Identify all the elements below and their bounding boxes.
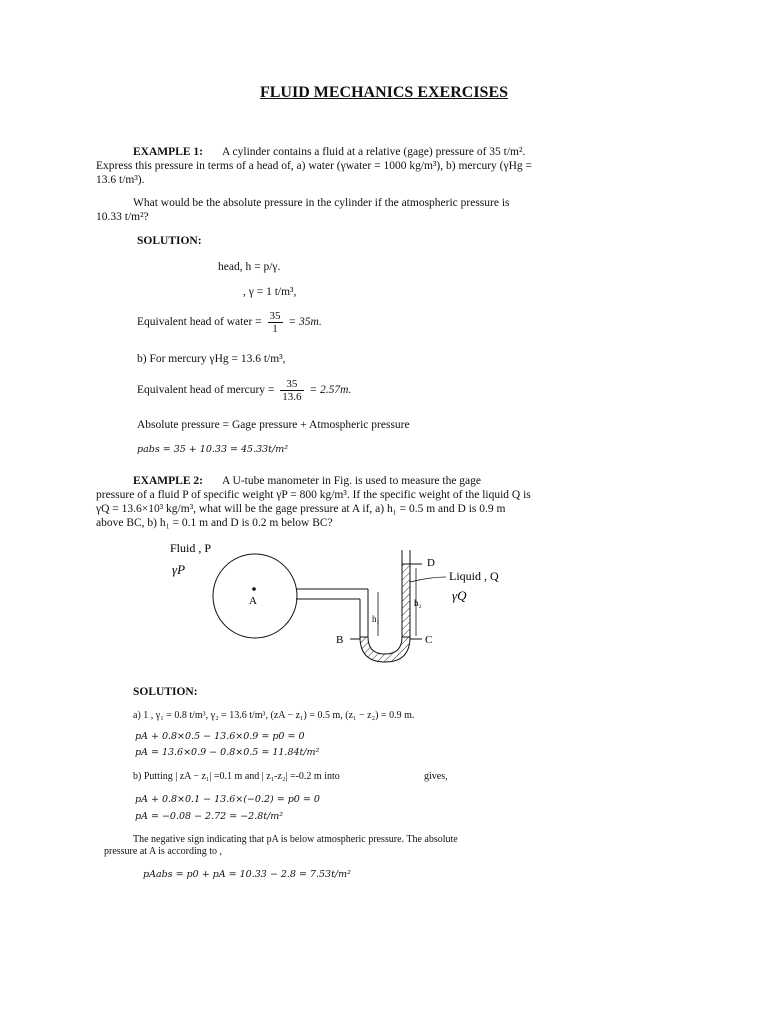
fluid-p-label: Fluid , P bbox=[170, 541, 212, 555]
gamma-q-label: γQ bbox=[452, 588, 467, 603]
head-formula: head, h = p/γ. bbox=[218, 261, 281, 273]
page-title: FLUID MECHANICS EXERCISES bbox=[259, 84, 509, 101]
liquid-q-label: Liquid , Q bbox=[449, 569, 499, 583]
fraction-numerator: 35 bbox=[269, 310, 281, 322]
h1-label: h₁ bbox=[372, 614, 380, 624]
example-1-line-2: Express this pressure in terms of a head of, a) water (γwater = 1000 kg/m³), b) mercury (γHg = bbox=[96, 160, 532, 172]
liquid-q-leader bbox=[410, 577, 446, 582]
example-1-label: EXAMPLE 1: bbox=[133, 146, 203, 158]
solution-2-heading: SOLUTION: bbox=[133, 686, 198, 698]
point-b-label: B bbox=[336, 634, 344, 646]
negative-sign-note-2: pressure at A is according to , bbox=[104, 846, 223, 857]
example-1-question-1: What would be the absolute pressure in the cylinder if the atmospheric pressure is bbox=[133, 197, 510, 209]
solution-2-a-eq-1: pA + 0.8×0.5 − 13.6×0.9 = p0 = 0 bbox=[135, 731, 305, 742]
equivalent-head-water: Equivalent head of water = $\frac{35}{1}$ = 35m. bbox=[137, 310, 322, 335]
point-c-label: C bbox=[425, 634, 433, 646]
absolute-pressure-equation: pabs = 35 + 10.33 = 45.33t/m² bbox=[137, 444, 289, 455]
gamma-water: , γ = 1 t/m³, bbox=[243, 286, 297, 298]
example-2-label: EXAMPLE 2: bbox=[133, 475, 203, 487]
solution-2-a-eq-2: pA = 13.6×0.9 − 0.8×0.5 = 11.84t/m² bbox=[135, 747, 320, 758]
u-bend-liquid bbox=[360, 637, 410, 662]
point-a-dot bbox=[252, 587, 256, 591]
point-a-label: A bbox=[249, 595, 257, 607]
solution-2-part-a: a) 1 , γ₁ = 0.8 t/m³, γ₂ = 13.6 t/m³, (zA − z₁) = 0.5 m, (z₁ − z₂) = 0.9 m. bbox=[133, 710, 415, 721]
example-1-question-2: 10.33 t/m²? bbox=[96, 211, 149, 223]
u-tube-manometer-figure bbox=[160, 532, 540, 682]
h2-label: h₂ bbox=[414, 598, 422, 608]
example-1-line-1: A cylinder contains a fluid at a relative (gage) pressure of 35 t/m². bbox=[222, 146, 526, 158]
right-leg-liquid bbox=[402, 564, 410, 637]
example-2-line-4: above BC, b) h₁ = 0.1 m and D is 0.2 m below BC? bbox=[96, 517, 333, 529]
solution-2-b-eq-2: pA = −0.08 − 2.72 = −2.8t/m² bbox=[135, 811, 284, 822]
fraction-denominator: 1 bbox=[272, 323, 278, 335]
equivalent-head-mercury: Equivalent head of mercury = $\frac{35}{13.6}$ = 2.57m. bbox=[137, 378, 352, 403]
solution-1-heading: SOLUTION: bbox=[137, 235, 202, 247]
example-2-line-3: γQ = 13.6×10³ kg/m³, what will be the gage pressure at A if, a) h₁ = 0.5 m and D is 0.9 m bbox=[96, 503, 506, 515]
negative-sign-note-1: The negative sign indicating that pA is below atmospheric pressure. The absolute bbox=[133, 834, 458, 845]
gamma-p-label: γP bbox=[172, 562, 186, 577]
final-absolute-pressure-equation: pAabs = p0 + pA = 10.33 − 2.8 = 7.53t/m² bbox=[143, 869, 351, 880]
mercury-gamma: b) For mercury γHg = 13.6 t/m³, bbox=[137, 353, 286, 365]
fraction-denominator: 13.6 bbox=[282, 391, 302, 403]
solution-2-part-b-gives: gives, bbox=[424, 771, 448, 782]
solution-2-part-b: b) Putting | zA − z₁| =0.1 m and | z₁-z₂| =-0.2 m into bbox=[133, 771, 340, 782]
absolute-pressure-text: Absolute pressure = Gage pressure + Atmospheric pressure bbox=[137, 419, 410, 431]
example-2-line-2: pressure of a fluid P of specific weight γP = 800 kg/m³. If the specific weight of the liquid Q is bbox=[96, 489, 531, 501]
solution-2-b-eq-1: pA + 0.8×0.1 − 13.6×(−0.2) = p0 = 0 bbox=[135, 794, 320, 805]
example-1-line-3: 13.6 t/m³). bbox=[96, 174, 145, 186]
fraction-numerator: 35 bbox=[280, 378, 303, 391]
example-2-line-1: A U-tube manometer in Fig. is used to measure the gage bbox=[222, 475, 482, 487]
point-d-label: D bbox=[427, 557, 435, 569]
